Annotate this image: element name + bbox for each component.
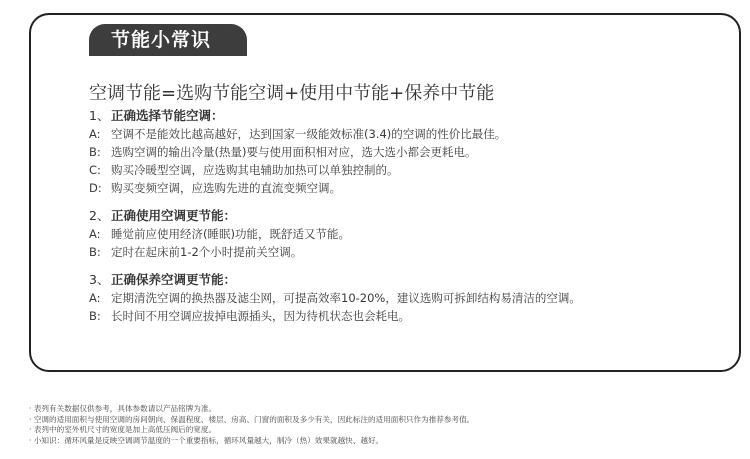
section-choose <box>89 107 506 197</box>
footnotes <box>29 404 474 446</box>
item-text: 睡觉前应使用经济(睡眠)功能，既舒适又节能。 <box>111 227 350 241</box>
section-title-text: 正确保养空调更节能： <box>111 272 237 287</box>
item-text: 定期清洗空调的换热器及滤尘网，可提高效率10-20%，建议选购可拆卸结构易清洁的空调。 <box>111 291 581 305</box>
item-text: 选购空调的输出冷量(热量)要与使用面积相对应，选大选小都会更耗电。 <box>111 145 477 159</box>
item-text: 购买变频空调，应选购先进的直流变频空调。 <box>111 181 341 195</box>
item-letter: A: <box>89 291 101 305</box>
footnote: · 小知识：循环风量是反映空调调节温度的一个重要指标，循环风量越大，制冷（热）效果就越快、越好。 <box>29 435 384 445</box>
list-item <box>89 143 506 161</box>
item-letter: D: <box>89 181 102 195</box>
footnote: · 表列有关数据仅供参考，具体参数请以产品铭牌为准。 <box>29 404 217 413</box>
section-maintain <box>89 271 581 325</box>
list-item <box>89 125 506 143</box>
item-text: 长时间不用空调应拔掉电源插头，因为待机状态也会耗电。 <box>111 309 410 323</box>
item-letter: C: <box>89 163 101 177</box>
energy-tips-card <box>29 13 741 372</box>
headline: 空调节能=选购节能空调+使用中节能+保养中节能 <box>89 83 495 104</box>
section-title <box>89 107 506 125</box>
section-number: 3、 <box>89 272 110 287</box>
item-text: 购买冷暖型空调，应选购其电辅助加热可以单独控制的。 <box>111 163 399 177</box>
section-title <box>89 271 581 289</box>
section-use <box>89 207 350 261</box>
item-text: 空调不是能效比越高越好，达到国家一级能效标准(3.4)的空调的性价比最佳。 <box>111 127 507 141</box>
section-title <box>89 207 350 225</box>
list-item <box>89 225 350 243</box>
list-item <box>89 179 506 197</box>
item-letter: B: <box>89 245 101 259</box>
item-letter: B: <box>89 309 101 323</box>
list-item <box>89 161 506 179</box>
section-number: 1、 <box>89 108 110 123</box>
item-text: 定时在起床前1-2个小时提前关空调。 <box>111 245 303 259</box>
list-item <box>89 289 581 307</box>
footnote: · 空调的适用面积与使用空调的房间朝向、保温程度、楼层、房高、门窗的面积及多少有关，因此标注的适用面积只作为推荐参考值。 <box>29 414 475 424</box>
tab-label: 节能小常识 <box>89 24 247 56</box>
section-title-text: 正确使用空调更节能： <box>111 208 237 223</box>
item-letter: B: <box>89 145 101 159</box>
item-letter: A: <box>89 127 101 141</box>
item-letter: A: <box>89 227 101 241</box>
footnote: · 表列中的室外机尺寸的宽度是加上高低压阀后的宽度。 <box>29 425 217 434</box>
section-number: 2、 <box>89 208 110 223</box>
list-item <box>89 243 350 261</box>
list-item <box>89 307 581 325</box>
section-title-text: 正确选择节能空调： <box>111 108 224 123</box>
